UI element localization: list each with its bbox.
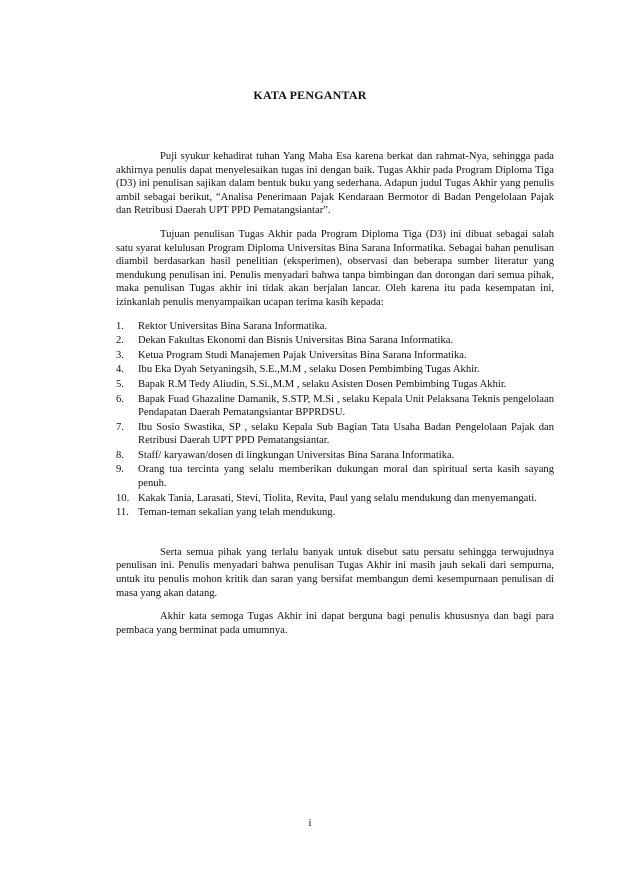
list-text: Kakak Tania, Larasati, Stevi, Tiolita, Revita, Paul yang selalu mendukung dan menyemangati.	[138, 492, 537, 504]
list-text: Rektor Universitas Bina Sarana Informatika.	[138, 320, 328, 332]
list-number: 4.	[116, 364, 124, 376]
acknowledgement-list	[116, 320, 554, 520]
list-item	[116, 334, 554, 348]
list-text: Bapak Fuad Ghazaline Damanik, S.STP, M.Si , selaku Kepala Unit Pelaksana Teknis pengelolaan Pendapatan Daerah Pematangsiantar BPPRDSU.	[138, 393, 554, 419]
list-item	[116, 349, 554, 363]
list-item	[116, 320, 554, 334]
list-text: Dekan Fakultas Ekonomi dan Bisnis Universitas Bina Sarana Informatika.	[138, 335, 454, 347]
list-item	[116, 449, 554, 463]
list-text: Orang tua tercinta yang selalu memberikan dukungan moral dan spiritual serta kasih sayang penuh.	[138, 464, 554, 490]
list-text: Staff/ karyawan/dosen di lingkungan Universitas Bina Sarana Informatika.	[138, 449, 455, 461]
list-item	[116, 421, 554, 448]
list-item	[116, 393, 554, 420]
list-item	[116, 506, 554, 520]
page-title: KATA PENGANTAR	[253, 88, 367, 102]
page-number: i	[308, 818, 312, 829]
list-text: Ketua Program Studi Manajemen Pajak Universitas Bina Sarana Informatika.	[138, 349, 467, 361]
list-item	[116, 463, 554, 490]
paragraph-intro: Puji syukur kehadirat tuhan Yang Maha Esa karena berkat dan rahmat-Nya, sehingga pada akhirnya penulis dapat menyelesaikan tugas ini dengan baik. Tugas Akhir pada Program Diploma Tiga (D3) ini penulisan sajikan dalam bentuk buku yang sederhana. Adapun judul Tugas Akhir yang penulis ambil sebagai berikut, “Analisa Penerimaan Pajak Kendaraan Bermotor di Badan Pengelolaan Pajak dan Retribusi Daerah UPT PPD Pematangsiantar”.	[116, 151, 554, 217]
list-item	[116, 492, 554, 506]
list-number: 7.	[116, 421, 124, 433]
list-number: 1.	[116, 320, 124, 332]
list-number: 5.	[116, 378, 124, 390]
list-item	[116, 363, 554, 377]
list-text: Bapak R.M Tedy Aliudin, S.Si.,M.M , selaku Asisten Dosen Pembimbing Tugas Akhir.	[138, 378, 507, 390]
list-number: 10.	[116, 492, 130, 504]
paragraph-purpose: Tujuan penulisan Tugas Akhir pada Program Diploma Tiga (D3) ini dibuat sebagai salah satu syarat kelulusan Program Diploma Universitas Bina Sarana Informatika. Sebagai bahan penulisan diambil berdasarkan hasil penelitian (eksperimen), observasi dan beberapa sumber literatur yang mendukung penulisan ini. Penulis menyadari bahwa tanpa bimbingan dan dorongan dari semua pihak, maka penulisan Tugas akhir ini tidak akan berjalan lancar. Oleh karena itu pada kesempatan ini, izinkanlah penulis menyampaikan ucapan terima kasih kepada:	[116, 228, 554, 308]
list-number: 3.	[116, 349, 124, 361]
list-text: Ibu Sosio Swastika, SP , selaku Kepala Sub Bagian Tata Usaha Badan Pengelolaan Pajak dan Retribusi Daerah UPT PPD Pematangsiantar.	[138, 421, 554, 447]
list-number: 2.	[116, 335, 124, 347]
list-text: Ibu Eka Dyah Setyaningsih, S.E.,M.M , selaku Dosen Pembimbing Tugas Akhir.	[138, 364, 480, 376]
list-number: 11.	[116, 507, 129, 519]
paragraph-final: Akhir kata semoga Tugas Akhir ini dapat berguna bagi penulis khususnya dan bagi para pembaca yang berminat pada umumnya.	[116, 611, 554, 636]
body-content	[116, 150, 554, 647]
list-number: 6.	[116, 393, 124, 405]
list-text: Teman-teman sekalian yang telah mendukung.	[138, 507, 336, 519]
list-item	[116, 378, 554, 392]
paragraph-closing: Serta semua pihak yang terlalu banyak untuk disebut satu persatu sehingga terwujudnya penulisan ini. Penulis menyadari bahwa penulisan Tugas Akhir ini masih jauh sekali dari sempurna, untuk itu penulis mohon kritik dan saran yang bersifat membangun demi kesempurnaan penulisan di masa yang akan datang.	[116, 546, 554, 599]
list-number: 9.	[116, 464, 124, 476]
list-number: 8.	[116, 449, 124, 461]
